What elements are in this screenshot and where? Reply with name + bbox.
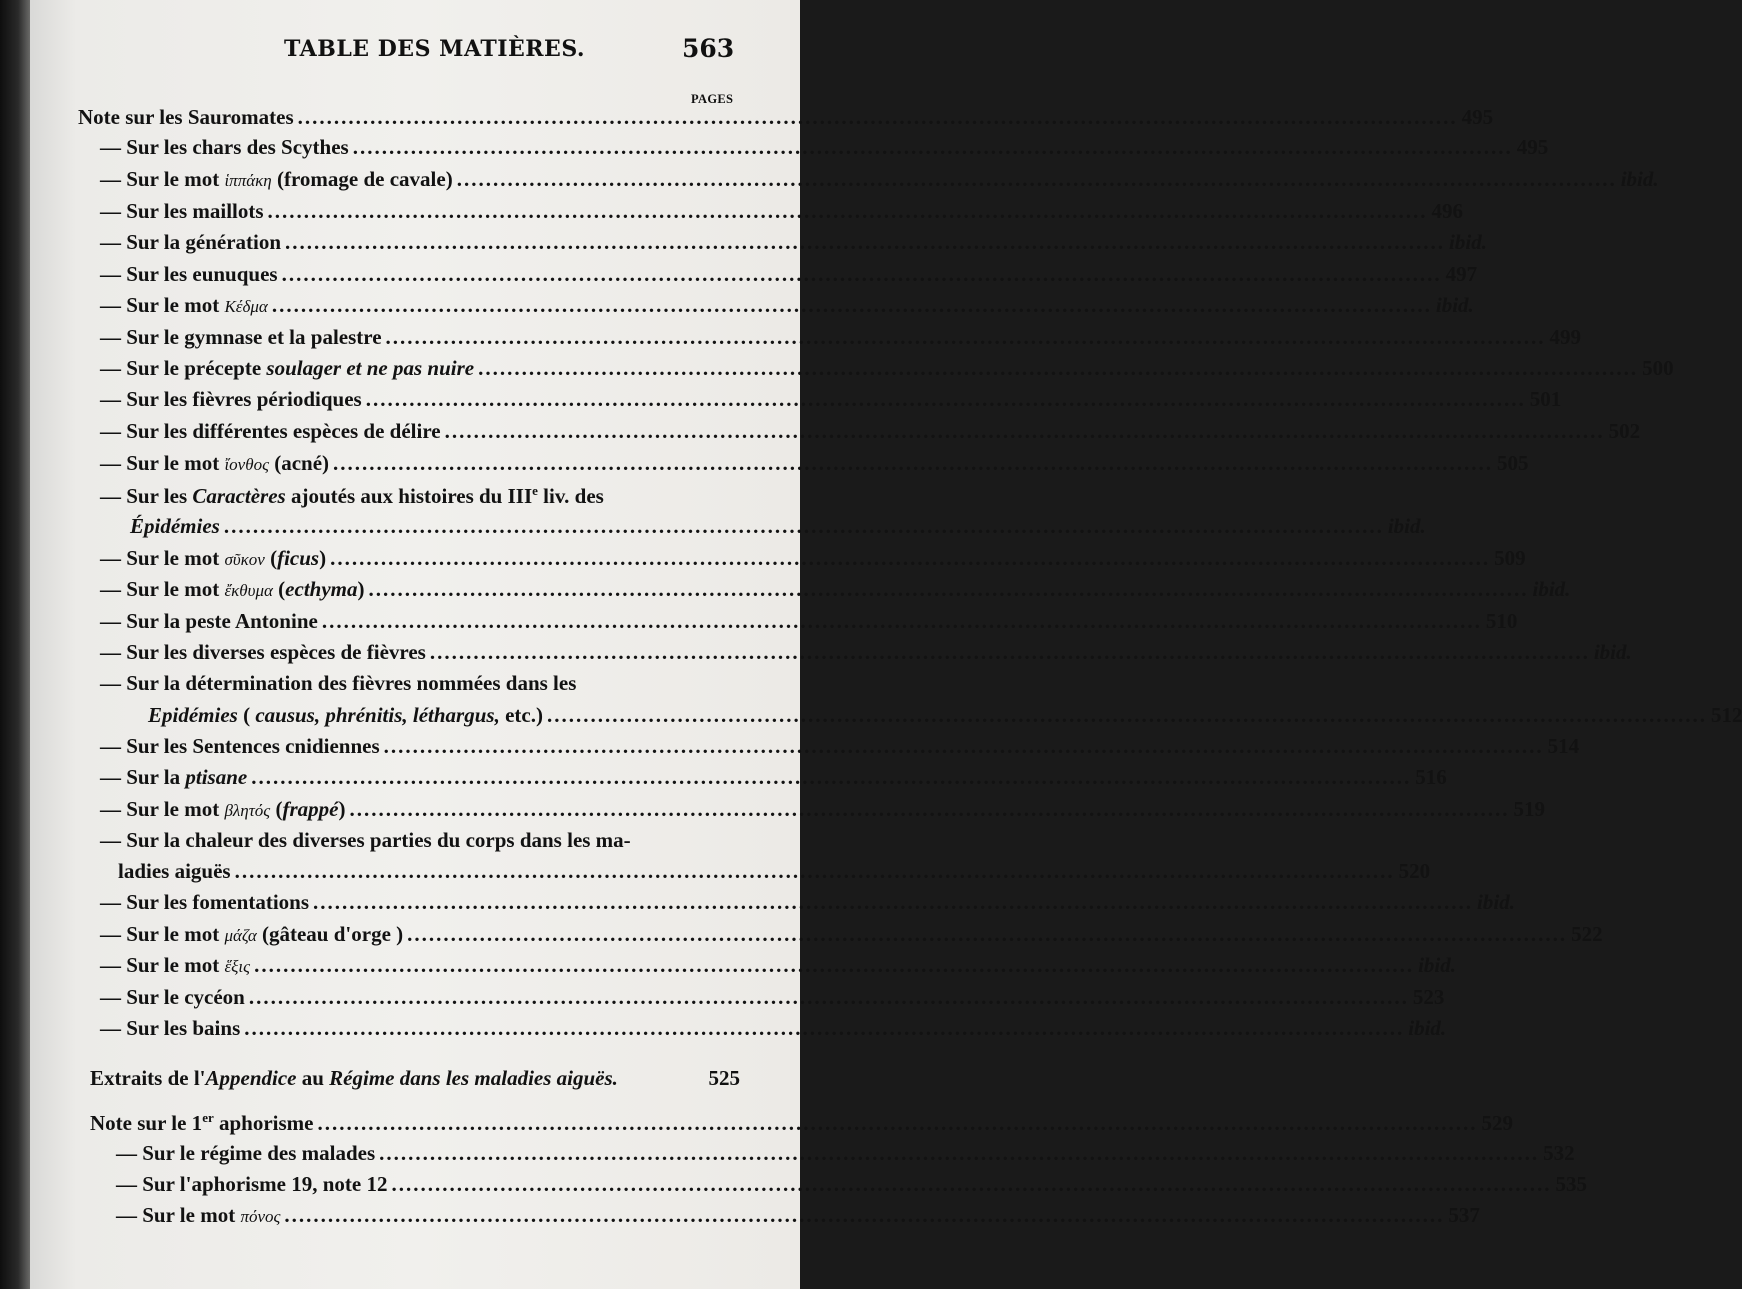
page-ref: ibid.: [1449, 230, 1487, 254]
leader-dots: ................................................................................................................................................................: [285, 230, 1446, 254]
page-ref: 505: [1497, 451, 1529, 475]
entry-text: Extraits de l': [90, 1066, 206, 1090]
entry-label: [100, 230, 281, 255]
entry-text: — Sur le mot: [100, 577, 225, 601]
page-ref: 520: [1398, 859, 1431, 883]
entry-text: — Sur les eunuques: [100, 262, 278, 286]
entry-label: [100, 985, 245, 1010]
entry-label: [100, 765, 247, 790]
entry-label: [100, 671, 576, 696]
page-ref: ibid.: [1532, 577, 1571, 601]
entry-text: Note sur les Sauromates: [78, 105, 294, 129]
entry-label: [90, 1066, 618, 1091]
entry-italic-text: Appendice: [205, 1066, 297, 1090]
greek-word: πόνος: [240, 1207, 281, 1226]
entry-text: (: [272, 577, 286, 601]
page-ref: 499: [1549, 325, 1582, 349]
entry-text: — Sur le mot: [100, 293, 225, 317]
entry-label: [100, 734, 380, 759]
leader-dots: ................................................................................................................................................................: [546, 703, 1707, 727]
leader-dots: ................................................................................................................................................................: [317, 1111, 1478, 1135]
entry-text: — Sur le mot: [100, 546, 225, 570]
leader-dots: ................................................................................................................................................................: [429, 640, 1590, 664]
entry-text: (fromage de cavale): [271, 167, 453, 191]
toc-entry: [100, 262, 1478, 287]
greek-word: Κέδμα: [224, 297, 268, 316]
entry-text: ): [319, 546, 327, 570]
leader-dots: ................................................................................................................................................................: [254, 953, 1415, 977]
page-ref: ibid.: [1408, 1016, 1447, 1040]
leader-dots: ................................................................................................................................................................: [251, 765, 1412, 789]
toc-entry: [100, 325, 1582, 350]
toc-entry: [100, 985, 1445, 1010]
entry-label: [100, 135, 349, 160]
leader-dots: ................................................................................................................................................................: [456, 167, 1617, 191]
leader-dots: ................................................................................................................................................................: [284, 1203, 1445, 1227]
leader-dots: ................................................................................................................................................................: [330, 546, 1491, 570]
entry-text: (: [264, 546, 278, 570]
page-ref: ibid.: [1435, 293, 1474, 317]
page-ref: ibid.: [1418, 953, 1456, 977]
greek-word: σῦκον: [224, 550, 265, 569]
leader-dots: ................................................................................................................................................................: [271, 293, 1432, 317]
leader-dots: ................................................................................................................................................................: [383, 734, 1544, 758]
toc-entry: [100, 167, 1659, 192]
leader-dots: ................................................................................................................................................................: [297, 105, 1458, 129]
page-ref: 519: [1513, 797, 1545, 821]
page-ref: 495: [1461, 105, 1494, 129]
toc-entry: [100, 546, 1526, 571]
leader-dots: ................................................................................................................................................................: [349, 797, 1510, 821]
toc-entry: [100, 734, 1580, 759]
entry-italic-text: ptisane: [185, 765, 248, 789]
page-ref: 502: [1608, 419, 1641, 443]
entry-text: etc.): [499, 703, 543, 727]
toc-entry: [100, 293, 1474, 318]
entry-label: [100, 922, 403, 947]
entry-label: [100, 419, 441, 444]
toc-entry: [100, 828, 738, 853]
entry-label: [100, 797, 345, 822]
page-ref: 512: [1710, 703, 1742, 727]
entry-italic-text: frappé: [282, 797, 339, 821]
entry-label: [100, 609, 318, 634]
entry-text: — Sur les bains: [100, 1016, 241, 1040]
entry-label: [116, 1203, 280, 1228]
entry-italic-text: ficus: [277, 546, 320, 570]
entry-text: — Sur le mot: [100, 451, 225, 475]
entry-label: [100, 1016, 240, 1041]
leader-dots: ................................................................................................................................................................: [368, 577, 1529, 601]
toc-entry: [100, 671, 738, 696]
entry-text: (acné): [268, 451, 330, 475]
toc-entry: [100, 797, 1545, 822]
page-ref: 497: [1445, 262, 1478, 286]
entry-label: [116, 1141, 375, 1166]
entry-label: [100, 167, 453, 192]
entry-text: — Sur le cycéon: [100, 985, 245, 1009]
entry-text: — Sur les fièvres périodiques: [100, 387, 362, 411]
greek-word: ἕξις: [224, 957, 251, 976]
leader-dots: ................................................................................................................................................................: [234, 859, 1395, 883]
greek-word: ἴονθος: [224, 455, 269, 474]
book-page: [30, 0, 1742, 1289]
toc-entry: [90, 1110, 1513, 1136]
entry-text: ladies aiguës: [118, 859, 231, 883]
page-ref: 495: [1516, 135, 1549, 159]
leader-dots: ................................................................................................................................................................: [248, 985, 1409, 1009]
leader-dots: ................................................................................................................................................................: [223, 514, 1384, 538]
toc-entry: [100, 765, 1447, 790]
toc-entry: [116, 1141, 1575, 1166]
leader-dots: ................................................................................................................................................................: [244, 1016, 1405, 1040]
entry-text: ajoutés aux histoires du III: [285, 484, 533, 508]
leader-dots: ................................................................................................................................................................: [391, 1172, 1552, 1196]
entry-text: liv. des: [537, 484, 604, 508]
leader-dots: ................................................................................................................................................................: [444, 419, 1605, 443]
page-ref: ibid.: [1593, 640, 1632, 664]
toc-section-extraits: [90, 1066, 740, 1091]
entry-italic-text: Epidémies: [148, 703, 238, 727]
entry-label: [78, 105, 294, 130]
toc-entry: [100, 609, 1518, 634]
entry-label: [100, 483, 604, 509]
toc-entry: [100, 387, 1562, 412]
page-ref: 509: [1494, 546, 1526, 570]
entry-label: [100, 890, 309, 915]
entry-text: — Sur les chars des Scythes: [100, 135, 349, 159]
entry-text: — Sur le régime des malades: [116, 1141, 376, 1165]
page-ref: ibid.: [1477, 890, 1515, 914]
page-left-shadow: [0, 0, 30, 1289]
toc-entry: [100, 922, 1603, 947]
entry-label: [100, 451, 329, 476]
page-ref: 496: [1431, 199, 1464, 223]
entry-label: [118, 859, 231, 884]
entry-italic-text: Régime dans les maladies aiguës.: [329, 1066, 618, 1090]
entry-text: — Sur les maillots: [100, 199, 264, 223]
entry-label: [100, 828, 631, 853]
entry-text: — Sur les diverses espèces de fièvres: [100, 640, 426, 664]
entry-italic-text: Épidémies: [130, 514, 220, 538]
entry-text: — Sur le mot: [116, 1203, 241, 1227]
page-ref: 532: [1543, 1141, 1575, 1165]
toc-entry: [100, 1016, 1447, 1041]
page-ref: 516: [1415, 765, 1447, 789]
toc-entry: [100, 953, 1456, 978]
entry-italic-text: causus, phrénitis, léthargus,: [255, 703, 500, 727]
page-header: [30, 34, 800, 74]
entry-text: — Sur la peste Antonine: [100, 609, 318, 633]
leader-dots: ................................................................................................................................................................: [281, 262, 1442, 286]
entry-label: [100, 640, 426, 665]
page-ref: 529: [1481, 1111, 1513, 1135]
toc-entry: [100, 135, 1549, 160]
entry-text: — Sur le mot: [100, 167, 225, 191]
leader-dots: ................................................................................................................................................................: [321, 609, 1482, 633]
toc-entry: [100, 640, 1632, 665]
toc-entry: [100, 230, 1487, 255]
leader-dots: ................................................................................................................................................................: [365, 387, 1526, 411]
entry-label: [148, 703, 543, 728]
entry-label: [100, 546, 326, 571]
toc-entry: [100, 890, 1515, 915]
toc-entry: [116, 1203, 1480, 1228]
page-number: 563: [682, 34, 735, 63]
entry-text: — Sur la génération: [100, 230, 282, 254]
entry-label: [100, 356, 474, 381]
entry-label: [100, 325, 382, 350]
entry-label: [130, 514, 220, 539]
leader-dots: ................................................................................................................................................................: [352, 135, 1513, 159]
page-ref: 501: [1529, 387, 1562, 411]
entry-text: — Sur la chaleur des diverses parties du corps dans les ma-: [100, 828, 631, 852]
toc-entry-continuation: [118, 859, 1431, 884]
leader-dots: ................................................................................................................................................................: [385, 325, 1546, 349]
entry-text: — Sur la détermination des fièvres nommées dans les: [100, 671, 577, 695]
entry-label: [100, 577, 364, 602]
entry-label: [100, 262, 278, 287]
entry-italic-text: soulager et ne pas nuire: [266, 356, 475, 380]
leader-dots: ................................................................................................................................................................: [313, 890, 1474, 914]
toc-entry: [100, 199, 1464, 224]
greek-word: ἔκθυμα: [224, 581, 273, 600]
entry-text: ): [338, 797, 346, 821]
leader-dots: ................................................................................................................................................................: [379, 1141, 1540, 1165]
entry-label: [116, 1172, 387, 1197]
page-ref: 514: [1547, 734, 1580, 758]
greek-word: βλητός: [224, 801, 271, 820]
entry-italic-text: Caractères: [192, 484, 286, 508]
entry-text: — Sur le mot: [100, 953, 225, 977]
entry-text: Note sur le 1: [90, 1111, 203, 1135]
entry-text: (: [237, 703, 256, 727]
toc-entry: [100, 483, 738, 509]
entry-text: — Sur les Sentences cnidiennes: [100, 734, 380, 758]
greek-word: μάζα: [224, 926, 257, 945]
entry-text: au: [296, 1066, 330, 1090]
toc-entry-continuation: [130, 514, 1426, 539]
entry-text: — Sur le gymnase et la palestre: [100, 325, 382, 349]
toc-entry-continuation: [148, 703, 1742, 728]
page-ref: 525: [708, 1066, 740, 1090]
page-ref: 535: [1555, 1172, 1587, 1196]
leader-dots: ................................................................................................................................................................: [333, 451, 1494, 475]
toc-entry: [100, 419, 1641, 444]
page-ref: 510: [1485, 609, 1518, 633]
entry-text: aphorisme: [213, 1111, 314, 1135]
entry-text: — Sur la: [100, 765, 186, 789]
superscript: er: [202, 1110, 214, 1125]
toc-entry: [100, 451, 1529, 476]
page-ref: ibid.: [1387, 514, 1426, 538]
entry-text: (gâteau d'orge ): [256, 922, 404, 946]
leader-dots: ................................................................................................................................................................: [478, 356, 1639, 380]
entry-text: — Sur les différentes espèces de délire: [100, 419, 441, 443]
entry-text: — Sur les fomentations: [100, 890, 310, 914]
leader-dots: ................................................................................................................................................................: [407, 922, 1568, 946]
toc-entry: [78, 105, 1494, 130]
entry-label: [100, 199, 264, 224]
leader-dots: ................................................................................................................................................................: [267, 199, 1428, 223]
entry-text: ): [357, 577, 365, 601]
toc-entry: [116, 1172, 1587, 1197]
entry-text: — Sur l'aphorisme 19, note 12: [116, 1172, 388, 1196]
superscript: e: [532, 483, 538, 498]
pages-column-label: PAGES: [691, 92, 734, 106]
entry-label: [90, 1110, 313, 1136]
page-ref: 500: [1642, 356, 1674, 380]
entry-text: (: [270, 797, 283, 821]
entry-text: — Sur le précepte: [100, 356, 267, 380]
page-ref: 537: [1448, 1203, 1480, 1227]
page-ref: 523: [1412, 985, 1445, 1009]
entry-label: [100, 293, 268, 318]
greek-word: ἱππάκη: [224, 171, 272, 190]
toc-entry: [100, 577, 1571, 602]
entry-text: — Sur le mot: [100, 922, 225, 946]
page-ref: ibid.: [1620, 167, 1659, 191]
page-ref: 522: [1571, 922, 1603, 946]
entry-text: — Sur les: [100, 484, 193, 508]
entry-text: — Sur le mot: [100, 797, 225, 821]
entry-italic-text: ecthyma: [285, 577, 358, 601]
toc-entry: [100, 356, 1674, 381]
entry-label: [100, 953, 250, 978]
entry-label: [100, 387, 362, 412]
page-title: TABLE DES MATIÈRES.: [284, 36, 586, 62]
